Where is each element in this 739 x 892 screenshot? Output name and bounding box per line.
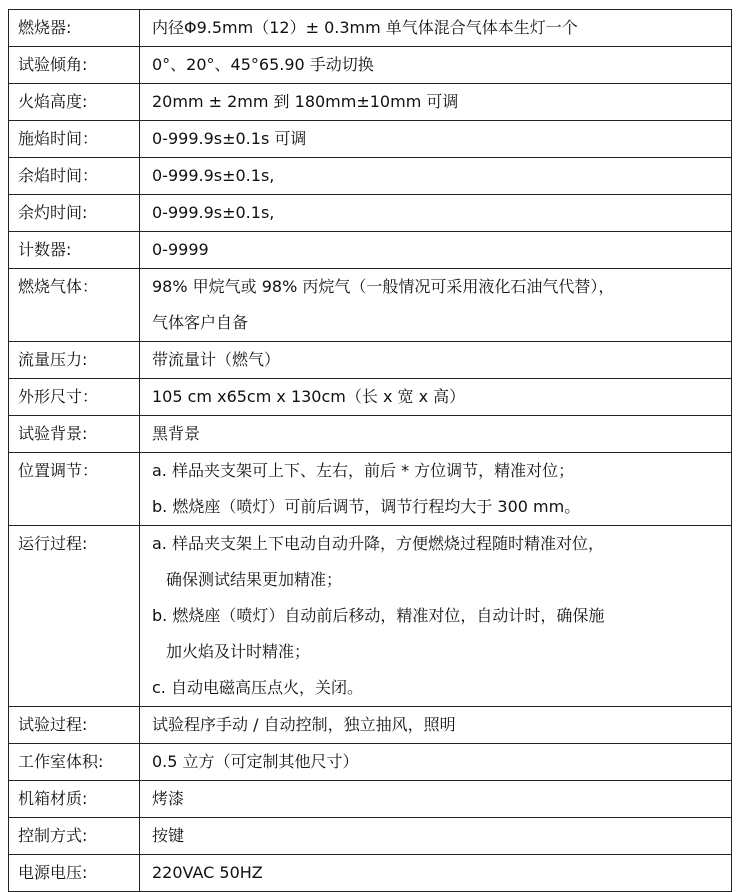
row-value	[140, 342, 732, 379]
value-line: 105 cm x65cm x 130cm（长 x 宽 x 高）	[152, 387, 466, 406]
row-label: 位置调节：	[9, 453, 140, 526]
value-line: 220VAC 50HZ	[152, 863, 263, 882]
table-row	[9, 232, 732, 269]
row-value	[140, 855, 732, 892]
row-label: 电源电压:	[9, 855, 140, 892]
row-label: 燃烧气体：	[9, 269, 140, 342]
value-line: 0-999.9s±0.1s 可调	[152, 129, 307, 148]
row-value	[140, 416, 732, 453]
value-line: 确保测试结果更加精准；	[166, 570, 343, 589]
value-line: 带流量计（燃气）	[152, 350, 281, 369]
value-line: c. 自动电磁高压点火，关闭。	[152, 678, 363, 697]
row-value	[140, 744, 732, 781]
value-line: 0.5 立方（可定制其他尺寸）	[152, 752, 359, 771]
row-value	[140, 526, 732, 707]
row-label: 余焰时间：	[9, 158, 140, 195]
row-value	[140, 232, 732, 269]
row-value	[140, 195, 732, 232]
row-label: 试验倾角:	[9, 47, 140, 84]
row-value	[140, 781, 732, 818]
value-line: b. 燃烧座（喷灯）自动前后移动，精准对位，自动计时，确保施	[152, 606, 605, 625]
value-line: 内径Φ9.5mm（12）± 0.3mm 单气体混合气体本生灯一个	[152, 18, 578, 37]
value-line: 加火焰及计时精准；	[166, 642, 311, 661]
value-line: 黑背景	[152, 424, 201, 443]
row-value	[140, 707, 732, 744]
value-line: 20mm ± 2mm 到 180mm±10mm 可调	[152, 92, 459, 111]
table-row	[9, 121, 732, 158]
table-row	[9, 781, 732, 818]
row-value	[140, 158, 732, 195]
value-line: 0-999.9s±0.1s,	[152, 166, 275, 185]
value-line: a. 样品夹支架可上下、左右，前后 * 方位调节，精准对位；	[152, 461, 575, 480]
row-label: 机箱材质:	[9, 781, 140, 818]
row-value	[140, 47, 732, 84]
table-row	[9, 379, 732, 416]
row-value	[140, 121, 732, 158]
row-label: 余灼时间:	[9, 195, 140, 232]
spec-table-body	[9, 10, 732, 892]
value-line: 0-9999	[152, 240, 209, 259]
row-value	[140, 10, 732, 47]
table-row	[9, 744, 732, 781]
table-row	[9, 707, 732, 744]
row-value	[140, 818, 732, 855]
table-row	[9, 416, 732, 453]
table-row	[9, 84, 732, 121]
value-line: a. 样品夹支架上下电动自动升降，方便燃烧过程随时精准对位，	[152, 534, 604, 553]
row-value	[140, 379, 732, 416]
row-label: 施焰时间：	[9, 121, 140, 158]
row-value	[140, 269, 732, 342]
table-row	[9, 342, 732, 379]
table-row	[9, 195, 732, 232]
row-label: 试验过程:	[9, 707, 140, 744]
value-line: 气体客户自备	[152, 313, 249, 332]
value-line: 烤漆	[152, 789, 185, 808]
value-line: 试验程序手动 / 自动控制，独立抽风，照明	[152, 715, 456, 734]
row-label: 流量压力:	[9, 342, 140, 379]
table-row	[9, 269, 732, 342]
table-row	[9, 453, 732, 526]
row-label: 外形尺寸：	[9, 379, 140, 416]
row-label: 燃烧器:	[9, 10, 140, 47]
value-line: 0-999.9s±0.1s,	[152, 203, 275, 222]
row-label: 运行过程:	[9, 526, 140, 707]
row-label: 火焰高度:	[9, 84, 140, 121]
value-line: 0°、20°、45°65.90 手动切换	[152, 55, 374, 74]
value-line: 按键	[152, 826, 185, 845]
table-row	[9, 855, 732, 892]
row-label: 控制方式:	[9, 818, 140, 855]
table-row	[9, 158, 732, 195]
row-label: 计数器:	[9, 232, 140, 269]
table-row	[9, 10, 732, 47]
value-line: 98% 甲烷气或 98% 丙烷气（一般情况可采用液化石油气代替），	[152, 277, 615, 296]
table-row	[9, 526, 732, 707]
row-label: 试验背景:	[9, 416, 140, 453]
value-line: b. 燃烧座（喷灯）可前后调节，调节行程均大于 300 mm。	[152, 497, 581, 516]
row-value	[140, 84, 732, 121]
spec-table	[8, 9, 732, 892]
table-row	[9, 47, 732, 84]
row-label: 工作室体积:	[9, 744, 140, 781]
row-value	[140, 453, 732, 526]
table-row	[9, 818, 732, 855]
